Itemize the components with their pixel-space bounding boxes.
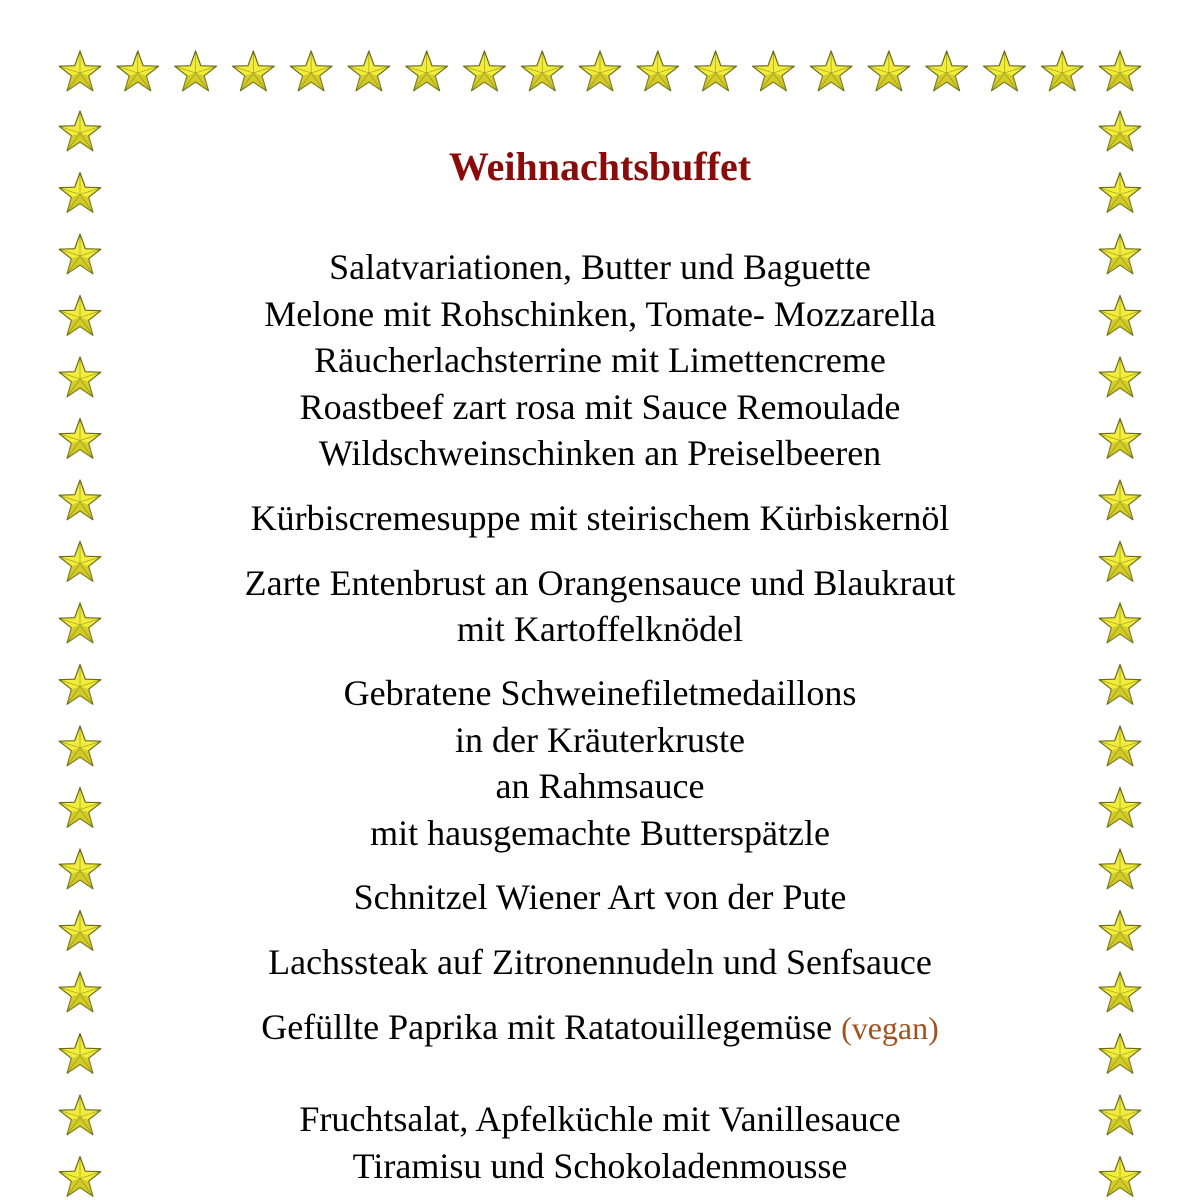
star-icon [59, 51, 101, 91]
star-icon [752, 51, 794, 91]
menu-line-melon: Melone mit Rohschinken, Tomate- Mozzarella [264, 294, 936, 334]
menu-line-fruit-salad: Fruchtsalat, Apfelküchle mit Vanillesauce [299, 1099, 901, 1139]
menu-line-pork-sauce: an Rahmsauce [495, 766, 705, 806]
menu-line-tiramisu: Tiramisu und Schokoladenmousse [352, 1146, 848, 1186]
menu-line-schnitzel: Schnitzel Wiener Art von der Pute [353, 877, 847, 917]
star-icon [232, 51, 274, 91]
vegan-tag: (vegan) [841, 1010, 939, 1046]
menu-line-duck-breast: Zarte Entenbrust an Orangensauce und Blaukraut [244, 563, 956, 603]
star-icon [117, 51, 159, 91]
star-icon [290, 51, 332, 91]
menu-line-pork-spaetzle: mit hausgemachte Butterspätzle [370, 813, 830, 853]
star-icon [637, 51, 679, 91]
menu-line-salmon-steak: Lachssteak auf Zitronennudeln und Senfsauce [268, 942, 932, 982]
star-icon [984, 51, 1026, 91]
stuffed-pepper-text: Gefüllte Paprika mit Ratatouillegemüse [261, 1007, 833, 1047]
menu-line-roastbeef: Roastbeef zart rosa mit Sauce Remoulade [299, 387, 901, 427]
menu-line-pork-crust: in der Kräuterkruste [455, 720, 745, 760]
menu-line-stuffed-pepper [0, 1005, 1200, 1050]
star-icon [348, 51, 390, 91]
menu-line-pumpkin-soup: Kürbiscremesuppe mit steirischem Kürbiskernöl [250, 498, 950, 538]
star-icon [695, 51, 737, 91]
star-icon [1099, 51, 1141, 91]
menu-line-boar-ham: Wildschweinschinken an Preiselbeeren [318, 433, 882, 473]
menu-line-duck-side: mit Kartoffelknödel [456, 609, 744, 649]
star-icon [810, 51, 852, 91]
menu-title: Weihnachtsbuffet [448, 144, 752, 189]
menu-line-pork-medallions: Gebratene Schweinefiletmedaillons [343, 673, 857, 713]
star-icon [521, 51, 563, 91]
star-icon [926, 51, 968, 91]
star-icon [1041, 51, 1083, 91]
star-icon [175, 51, 217, 91]
menu-line-salads: Salatvariationen, Butter und Baguette [329, 247, 871, 287]
star-icon [406, 51, 448, 91]
star-icon [579, 51, 621, 91]
menu-line-salmon-terrine: Räucherlachsterrine mit Limettencreme [314, 340, 886, 380]
star-icon [464, 51, 506, 91]
star-icon [868, 51, 910, 91]
